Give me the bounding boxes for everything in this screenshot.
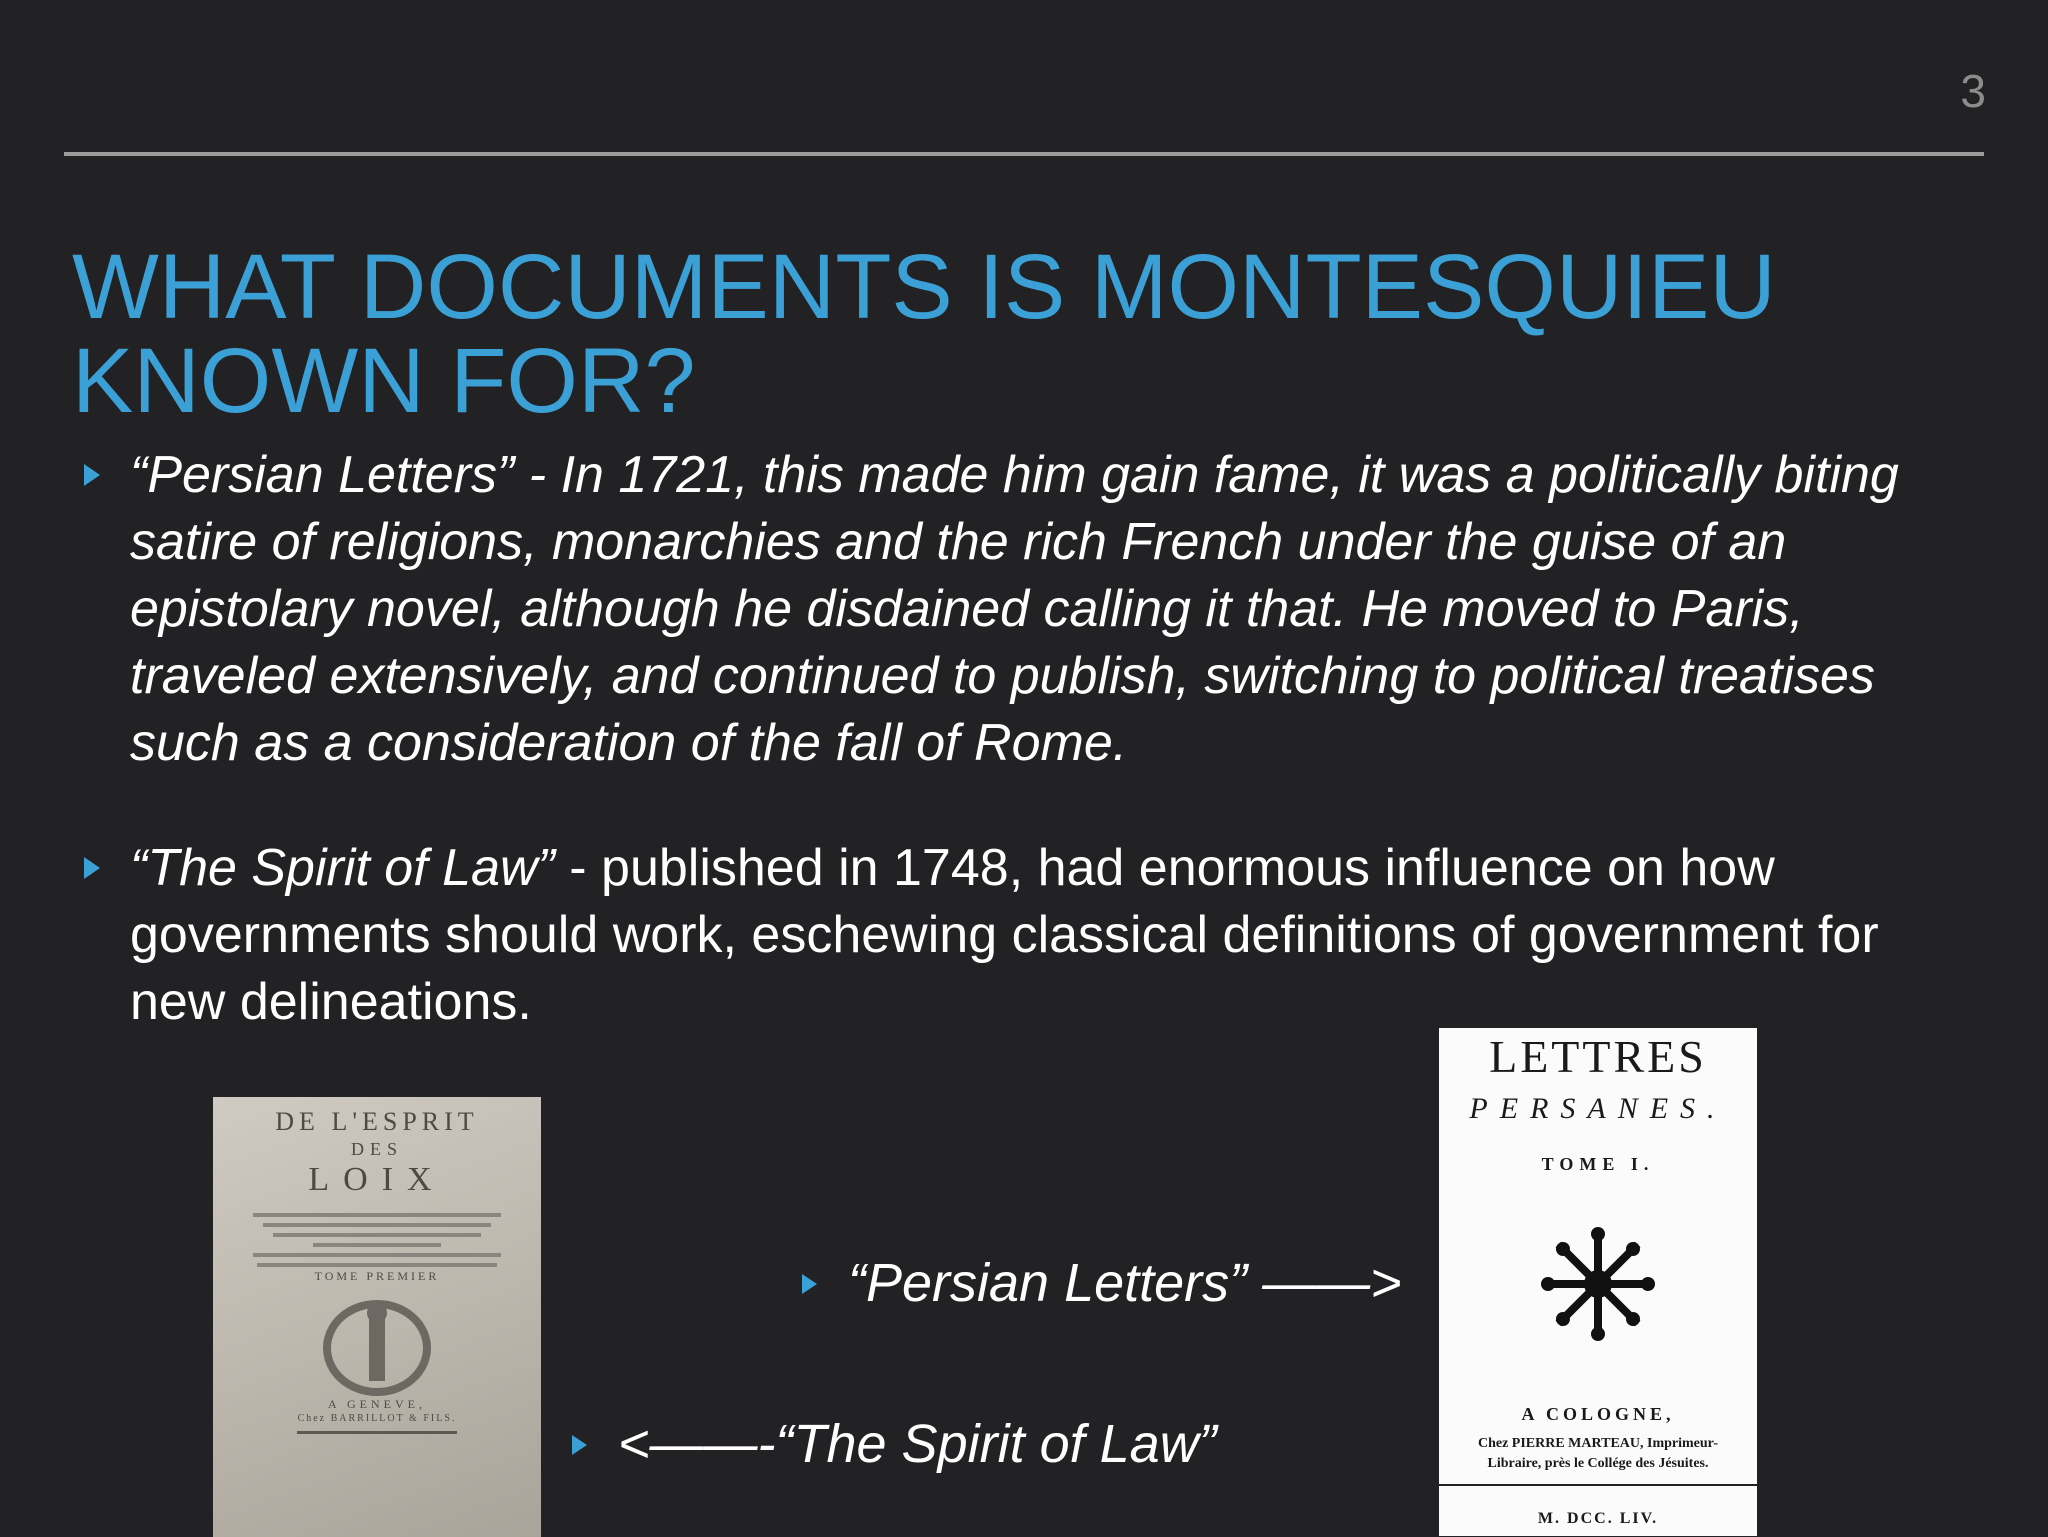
- bullet-persian-letters: [130, 442, 1970, 777]
- caption-text: <——-“The Spirit of Law”: [618, 1414, 1217, 1474]
- slide-title: [72, 236, 1992, 432]
- lettres-persanes-title-page-image: [1439, 1028, 1757, 1536]
- caption-text: “Persian Letters” ——>: [848, 1253, 1402, 1313]
- bullet-marker-icon: [802, 1274, 817, 1294]
- snowflake-ornament-icon: [1538, 1224, 1658, 1344]
- slide-number: 3: [1960, 65, 1986, 117]
- caption-persian-letters: [848, 1252, 1402, 1314]
- lettres-line-1: LETTRES: [1489, 1031, 1707, 1082]
- lettres-year: M. DCC. LIV.: [1537, 1510, 1659, 1527]
- lettres-city: A COLOGNE,: [1521, 1404, 1675, 1424]
- lettres-line-2: PERSANES.: [1469, 1092, 1727, 1125]
- header-rule: [64, 152, 1984, 156]
- esprit-line-2: DES: [350, 1139, 403, 1159]
- esprit-tome: TOME PREMIER: [314, 1269, 440, 1283]
- bullet-marker-icon: [84, 857, 100, 879]
- lettres-tome: TOME I.: [1541, 1154, 1655, 1174]
- lettres-printer-2: Libraire, près le Collége des Jésuites.: [1487, 1456, 1709, 1471]
- lettres-printer-1: Chez PIERRE MARTEAU, Imprimeur-: [1477, 1436, 1719, 1451]
- esprit-city: A GENEVE,: [328, 1397, 426, 1411]
- lettres-rule: [1439, 1484, 1757, 1486]
- title-line-1: WHAT DOCUMENTS IS MONTESQUIEU: [72, 236, 1776, 338]
- title-line-2: KNOWN FOR?: [72, 330, 696, 432]
- caption-spirit-of-law: [618, 1413, 1217, 1475]
- esprit-line-1: DE L'ESPRIT: [275, 1107, 479, 1136]
- bullet-italic-title: “The Spirit of Law”: [130, 839, 555, 897]
- esprit-rule: [297, 1431, 457, 1434]
- bullet-text: “Persian Letters” - In 1721, this made him gain fame, it was a politically biting satire of religions, monarchies and the rich French under the guise of an epistolary novel, although he disdained calling it that. He moved to Paris, traveled extensively, and continued to publish, switching to political treatises such as a consideration of the fall of Rome.: [130, 446, 1899, 772]
- esprit-small-print: [253, 1207, 501, 1273]
- bullet-text: - published in 1748, had enormous influence on how governments should work, eschewing classical definitions of government for new delineations.: [130, 839, 1879, 1031]
- esprit-printer: Chez BARRILLOT & FILS.: [297, 1413, 457, 1424]
- bullet-spirit-of-law: [130, 835, 1970, 1036]
- bullet-marker-icon: [84, 464, 100, 486]
- ornament-icon: [317, 1293, 437, 1403]
- esprit-line-3: LOIX: [308, 1161, 446, 1198]
- bullet-marker-icon: [572, 1435, 587, 1455]
- esprit-des-loix-title-page-image: [213, 1097, 541, 1537]
